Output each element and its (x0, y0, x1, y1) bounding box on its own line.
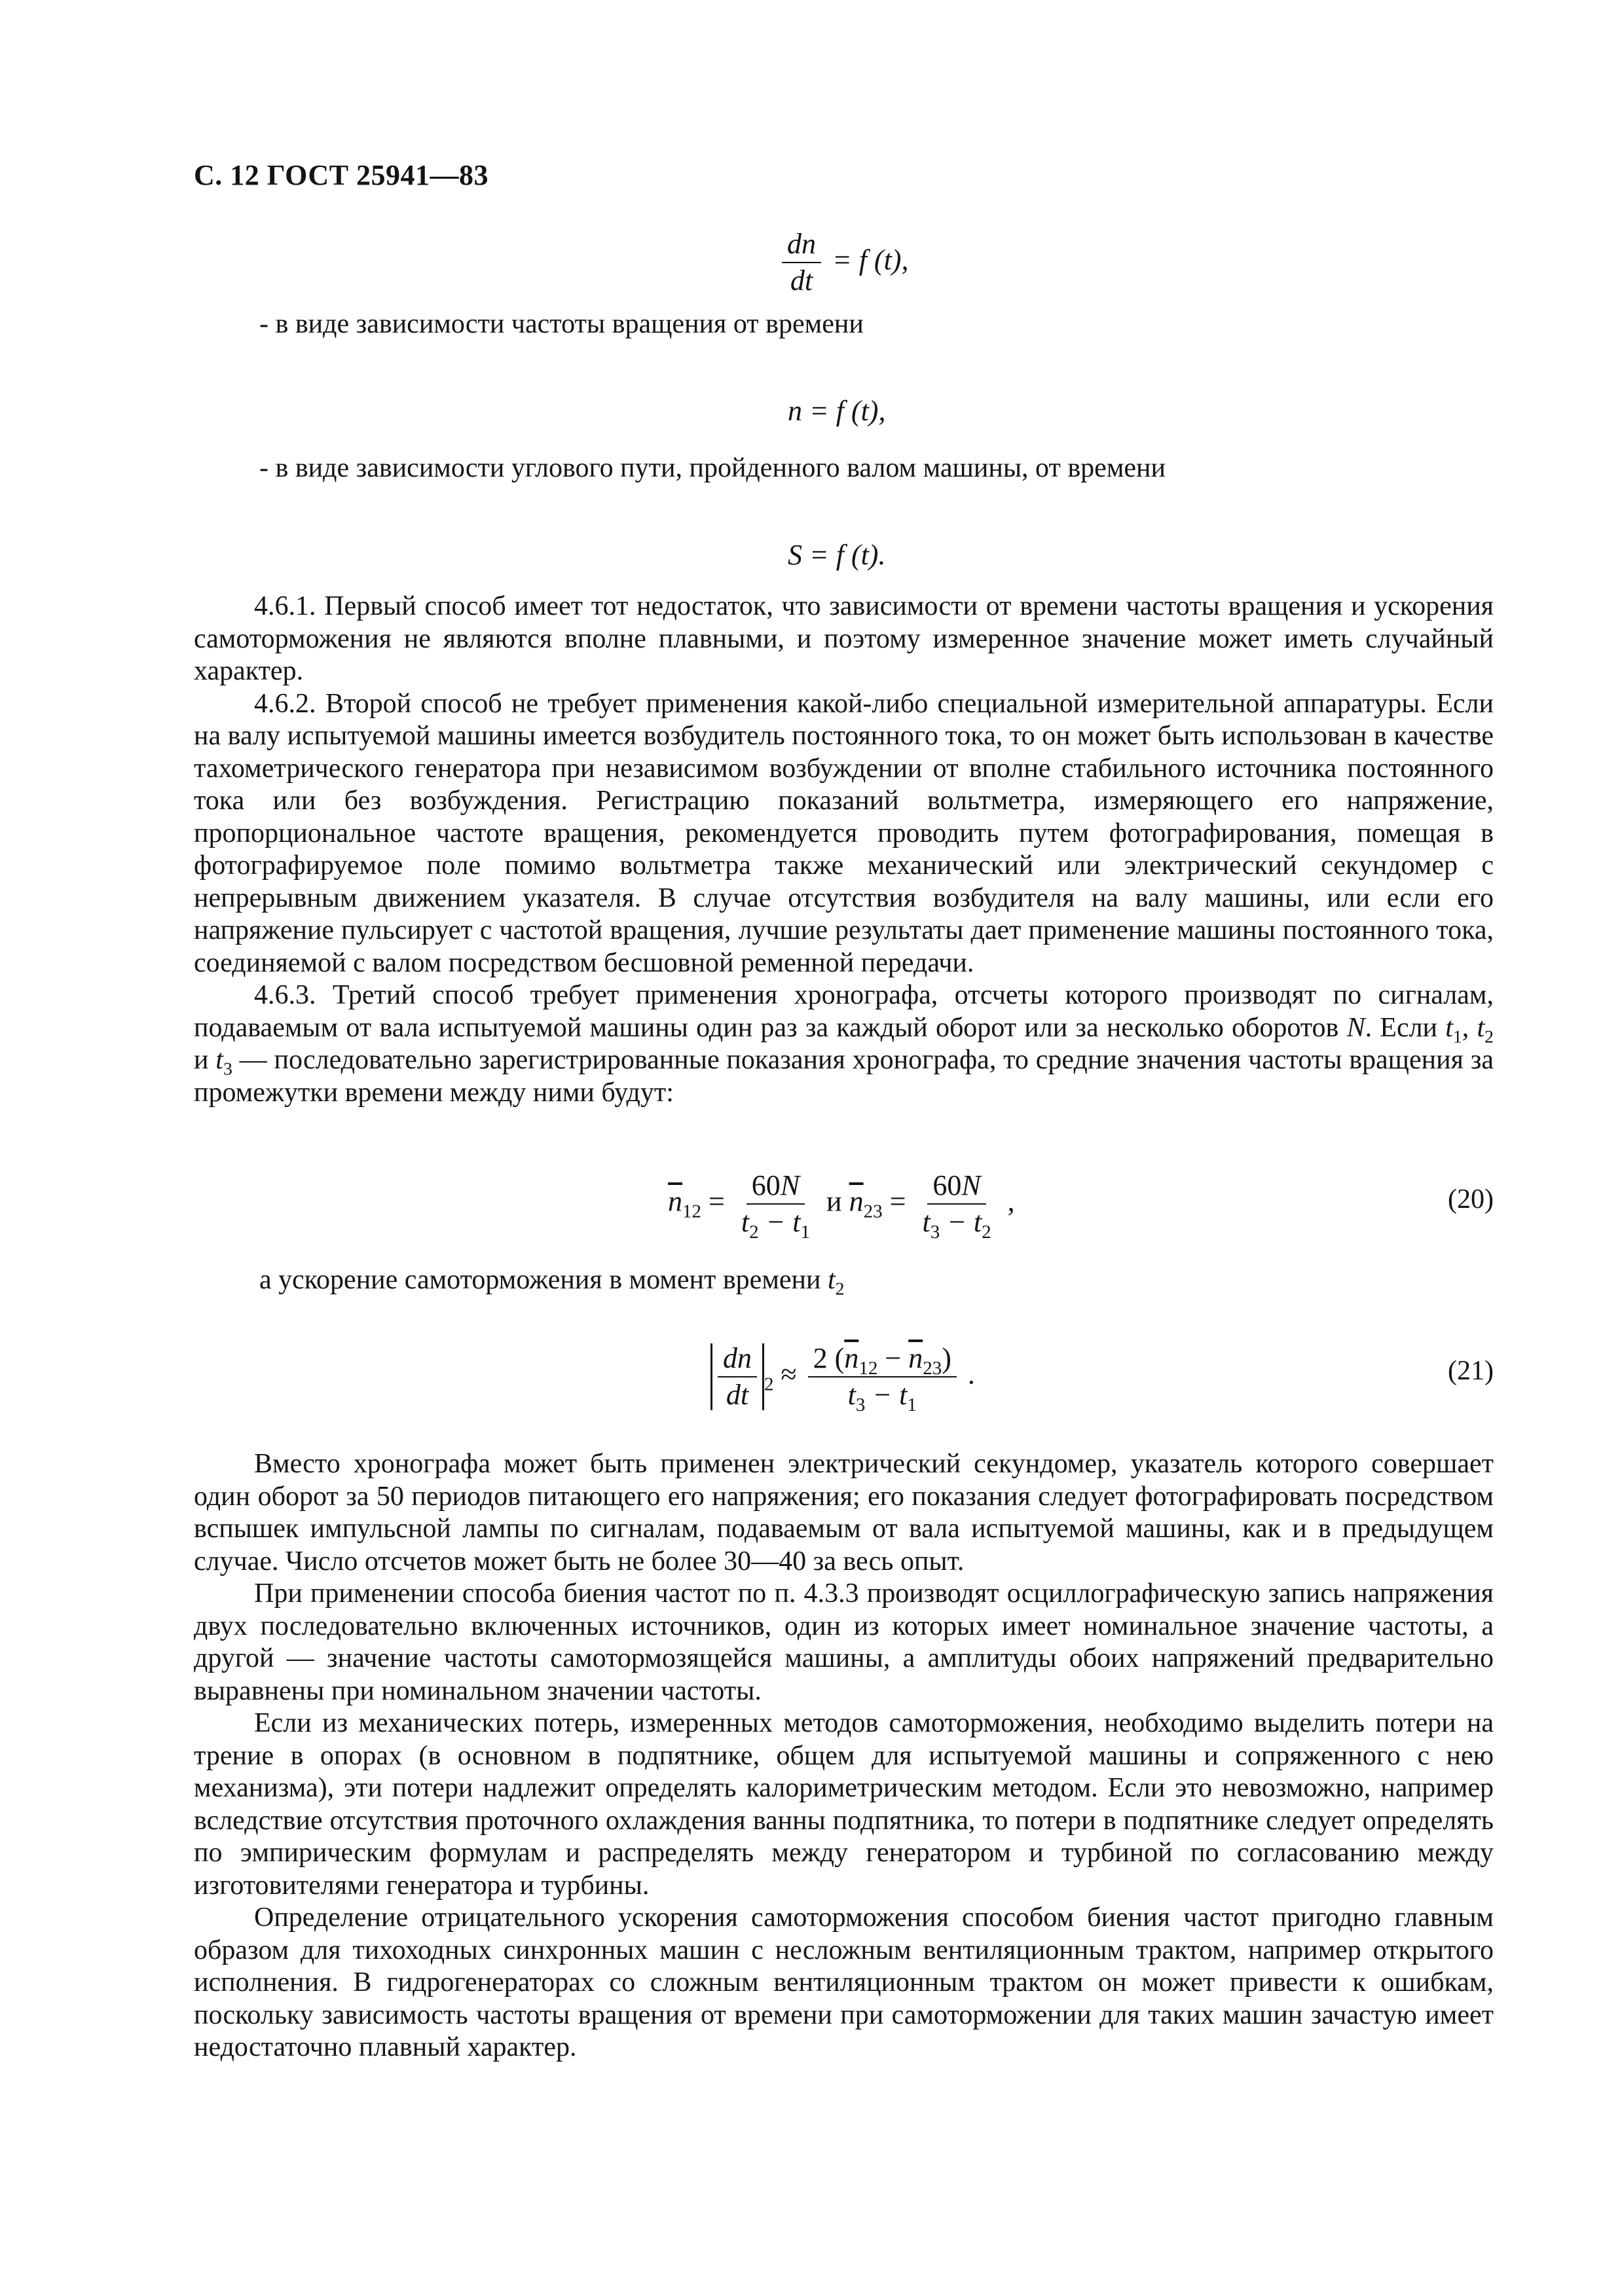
paragraph-4-6-2: 4.6.2. Второй способ не требует применения какой-либо специальной измерительной аппаратуры. Если на валу испытуемой машины имеется возбудитель постоянного тока, то он может быть использован в качестве тахометрического генератора при независимом возбуждении от вполне стабильного источника постоянного тока или без возбуждения. Регистрацию показаний вольтметра, измеряющего его напряжение, пропорциональное частоте вращения, рекомендуется проводить путем фотографирования, помещая в фотографируемое поле помимо вольтметра также механический или электрический секундомер с непрерывным движением указателя. В случае отсутствия возбудителя на валу машины, или если его напряжение пульсирует с частотой вращения, лучшие результаты дает применение машины постоянного тока, соединяемой с валом посредством бесшовной ременной передачи. (194, 688, 1494, 978)
fraction-60n-t2-t1: $\frac{60N}{t_2 - t_1}$ (741, 1169, 811, 1243)
paragraph-4-6-3: 4.6.3. Третий способ требует применения хронографа, отсчеты которого производят по сигналам, подаваемым от вала испытуемой машины один раз за каждый оборот или за несколько оборотов N. Если $t_1$, $t_2$ и $t_3$ — последовательно зарегистрированные показания хронографа, то средние значения частоты вращения за промежутки времени между ними будут: (194, 980, 1494, 1108)
paragraph-definition: Определение отрицательного ускорения самоторможения способом биения частот пригодно главным образом для тихоходных синхронных машин с несложным вентиляционным трактом, например открытого исполнения. В гидрогенераторах со сложным вентиляционным трактом он может привести к ошибкам, поскольку зависимость частоты вращения от времени при самоторможении для таких машин зачастую имеет недостаточно плавный характер. (194, 1903, 1494, 2062)
formula-s: S = f (t). (788, 539, 886, 571)
fraction-dn-dt (782, 229, 821, 296)
formula-rhs: = f (t), (825, 244, 909, 276)
acceleration-line: а ускорение самоторможения в момент времени $t_2$ (259, 1265, 845, 1299)
formula-dn-dt (778, 229, 908, 296)
equation-number-21: (21) (1448, 1356, 1494, 1386)
paragraph-4-6-1: 4.6.1. Первый способ имеет тот недостаток, что зависимости от времени частоты вращения и ускорения самоторможения не являются вполне плавными, и поэтому измеренное значение может иметь случайный характер. (194, 591, 1494, 686)
fraction-denominator: dt (790, 264, 813, 297)
absolute-value-bars: $\frac{dn}{dt}$ (710, 1343, 764, 1410)
fraction-numerator: dn (782, 229, 821, 263)
equation-number-20: (20) (1448, 1184, 1494, 1214)
equation-21: $\frac{dn}{dt}$ $_2$ ≈ $\frac{2 (\overline{n}_{12} - \overline{n}_{23})}{t_3 - t_1}$ . (710, 1343, 975, 1410)
bullet-rotation-frequency: - в виде зависимости частоты вращения от времени (259, 309, 864, 339)
equation-20: $\overline{n}_{12}$ = $\frac{60N}{t_2 - t_1}$ и $\overline{n}_{23}$ = $\frac{60N}{t_3 - t_2}$ , (668, 1169, 1015, 1243)
text-block-notes (194, 1448, 1494, 2064)
page-header: С. 12 ГОСТ 25941—83 (194, 159, 489, 191)
bullet-angular-path: - в виде зависимости углового пути, пройденного валом машины, от времени (259, 453, 1166, 483)
paragraph-mechanical-losses: Если из механических потерь, измеренных методов самоторможения, необходимо выделить потери на трение в опорах (в основном в подпятнике, общем для испытуемой машины и сопряженного с нею механизма), эти потери надлежит определять калориметрическим методом. Если это невозможно, например вследствие отсутствия проточного охлаждения ванны подпятника, то потери в подпятнике следует определять по эмпирическим формулам и распределять между генератором и турбиной по согласованию между изготовителями генератора и турбины. (194, 1708, 1494, 1901)
fraction-60n-t3-t2: $\frac{60N}{t_3 - t_2}$ (922, 1169, 991, 1243)
text-block-methods (194, 591, 1494, 1109)
paragraph-chronograph: Вместо хронографа может быть применен электрический секундомер, указатель которого совершает один оборот за 50 периодов питающего его напряжения; его показания следует фотографировать посредством вспышек импульсной лампы по сигналам, подаваемым от вала испытуемой машины, как и в предыдущем случае. Число отсчетов может быть не более 30—40 за весь опыт. (194, 1449, 1494, 1576)
fraction-mean-diff: $\frac{2 (\overline{n}_{12} - \overline{n}_{23})}{t_3 - t_1}$ (808, 1343, 957, 1410)
paragraph-beat-method: При применении способа биения частот по п. 4.3.3 производят осциллографическую запись напряжения двух последовательно включенных источников, один из которых имеет номинальное значение частоты, а другой — значение частоты самотормозящейся машины, а амплитуды обоих напряжений предварительно выравнены при номинальном значении частоты. (194, 1578, 1494, 1706)
formula-n: n = f (t), (788, 395, 886, 427)
